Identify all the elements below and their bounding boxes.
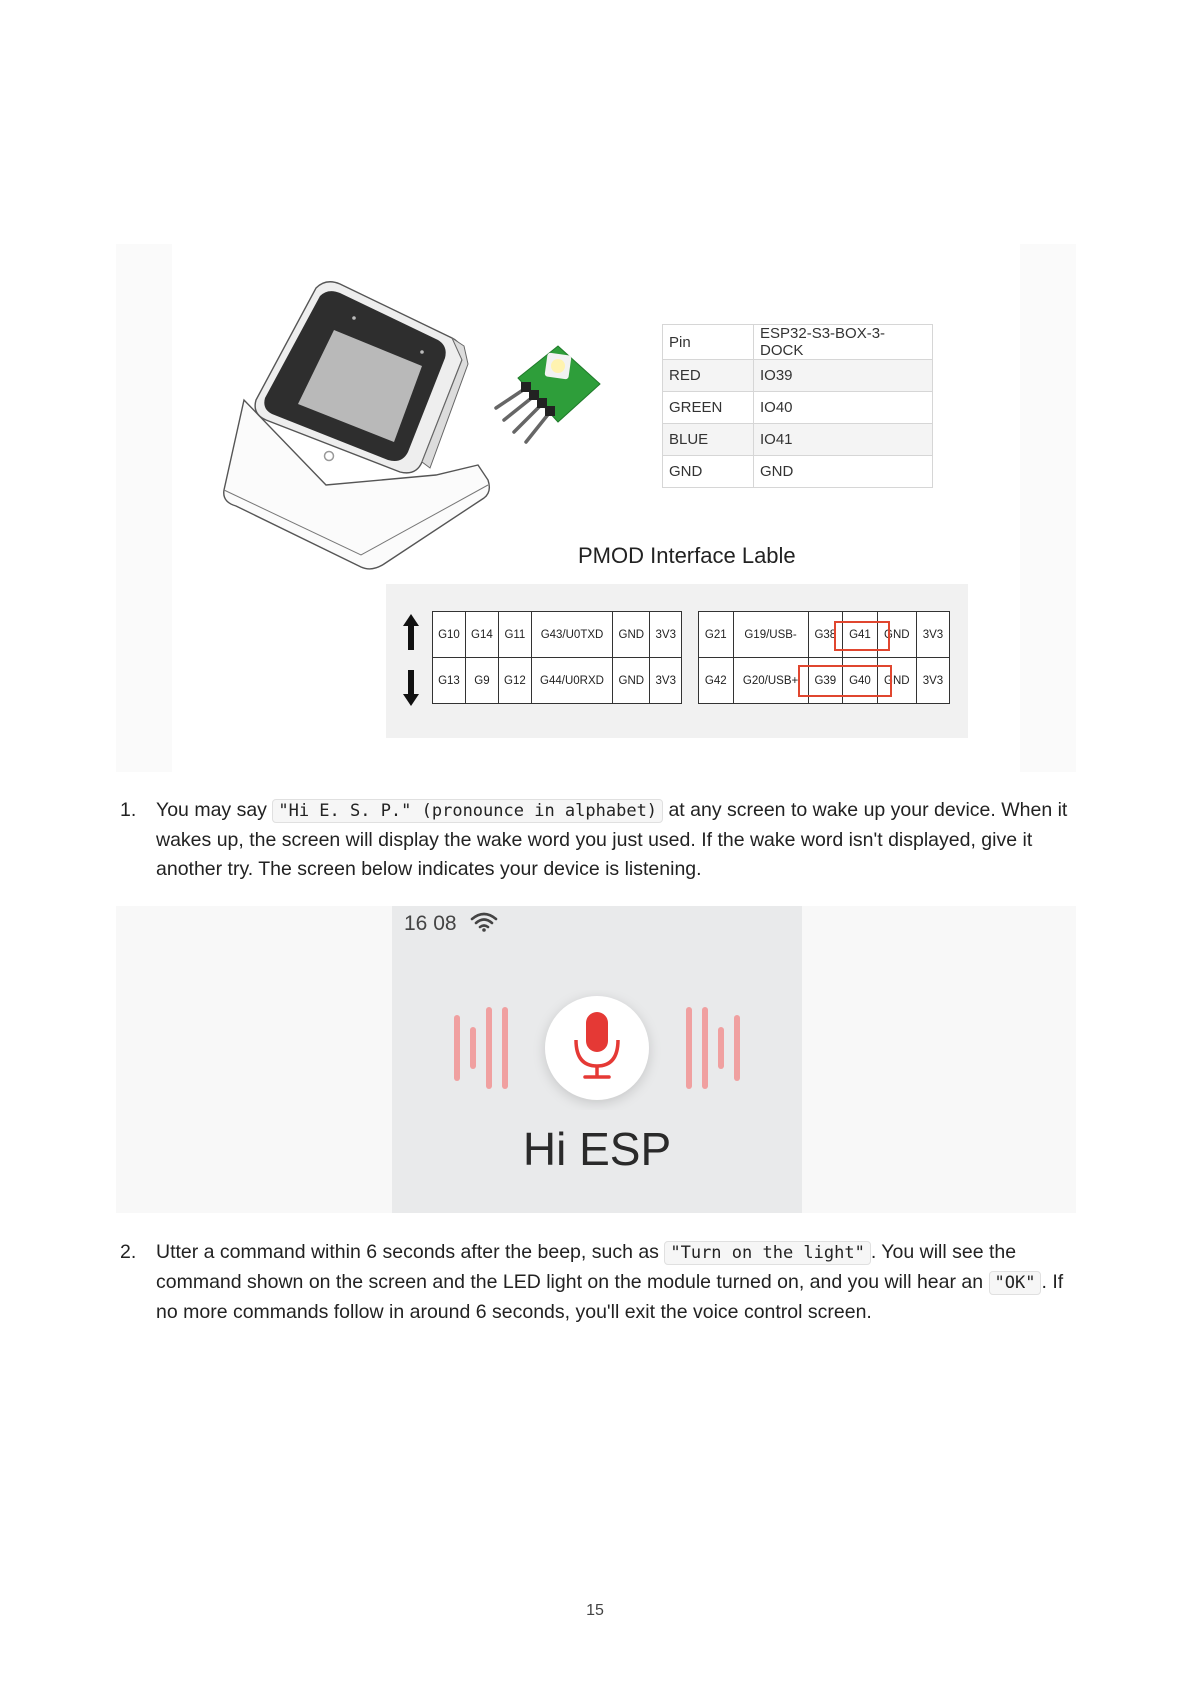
table-header-cell: ESP32-S3-BOX-3-DOCK	[754, 325, 933, 360]
table-row	[663, 424, 933, 456]
pin-cell: G43/U0TXD	[531, 612, 612, 658]
text-run: Utter a command within 6 seconds after the beep, such as	[156, 1241, 665, 1263]
list-number: 1.	[120, 799, 137, 821]
highlight-g41-box	[834, 621, 890, 651]
text-run: . If no more commands follow in around 6 seconds, you'll exit the voice control screen.	[156, 1271, 1064, 1323]
table-cell: IO39	[754, 360, 933, 392]
pin-cell: G38	[808, 612, 843, 658]
list-item-text	[156, 796, 1086, 884]
pin-cell: G21	[699, 612, 734, 658]
table-row	[663, 392, 933, 424]
pmod-left-header	[432, 611, 682, 704]
pin-cell: GND	[877, 612, 916, 658]
pin-cell: G41	[843, 612, 878, 658]
inline-code: "Turn on the light"	[664, 1241, 870, 1265]
pin-cell: GND	[877, 658, 916, 704]
pin-cell: GND	[613, 612, 650, 658]
time-text: 16 08	[404, 912, 457, 935]
pin-cell: G11	[498, 612, 531, 658]
pin-cell: G12	[498, 658, 531, 704]
text-run: You may say	[156, 799, 273, 821]
text-run: . You will see the command shown on the screen and the LED light on the module turned on, and you will hear an	[156, 1241, 1017, 1293]
pin-mapping-table	[662, 324, 933, 488]
table-row	[663, 360, 933, 392]
pin-cell: G10	[433, 612, 466, 658]
table-cell: GND	[663, 456, 754, 488]
pin-cell: GND	[613, 658, 650, 704]
text-run: at any screen to wake up your device. When it wakes up, the screen will display the wake word you just used. If the wake word isn't displayed, give it another try. The screen below indicates your device is listening.	[156, 799, 1068, 880]
pin-cell: G42	[699, 658, 734, 704]
pin-cell: G39	[808, 658, 843, 704]
pin-cell: 3V3	[916, 658, 949, 704]
rgb-led-module-illustration	[488, 338, 608, 458]
screen-clock	[404, 912, 498, 936]
table-row	[663, 325, 933, 360]
inline-code: "Hi E. S. P." (pronounce in alphabet)	[272, 799, 663, 823]
wake-word-text: Hi ESP	[522, 1123, 672, 1175]
list-item-text	[156, 1238, 1086, 1327]
pin-cell: G14	[465, 612, 498, 658]
table-row	[663, 456, 933, 488]
pin-cell: G9	[465, 658, 498, 704]
wifi-icon	[470, 912, 498, 932]
table-cell: BLUE	[663, 424, 754, 456]
table-cell: RED	[663, 360, 754, 392]
table-cell: IO40	[754, 392, 933, 424]
table-row	[699, 612, 950, 658]
highlight-g39-g40-box	[798, 665, 892, 697]
inline-code: "OK"	[989, 1271, 1042, 1295]
table-row	[433, 658, 682, 704]
listening-screen-figure	[116, 906, 1076, 1213]
table-cell: IO41	[754, 424, 933, 456]
pin-cell: 3V3	[650, 612, 682, 658]
pin-cell: G20/USB+	[733, 658, 808, 704]
esp32-box-device-illustration	[216, 280, 496, 580]
list-number: 2.	[120, 1241, 137, 1263]
pin-cell: G13	[433, 658, 466, 704]
direction-arrows-icon	[400, 612, 422, 708]
pmod-diagram-title: PMOD Interface Lable	[578, 543, 796, 568]
pin-cell: G44/U0RXD	[531, 658, 612, 704]
pin-cell: 3V3	[650, 658, 682, 704]
table-header-cell: Pin	[663, 325, 754, 360]
table-row	[433, 612, 682, 658]
table-cell: GREEN	[663, 392, 754, 424]
table-cell: GND	[754, 456, 933, 488]
pin-cell: G19/USB-	[733, 612, 808, 658]
voice-waveform	[392, 990, 802, 1110]
pin-cell: 3V3	[916, 612, 949, 658]
page-number: 15	[586, 1602, 604, 1619]
device-screen	[392, 906, 802, 1213]
pin-cell: G40	[843, 658, 878, 704]
